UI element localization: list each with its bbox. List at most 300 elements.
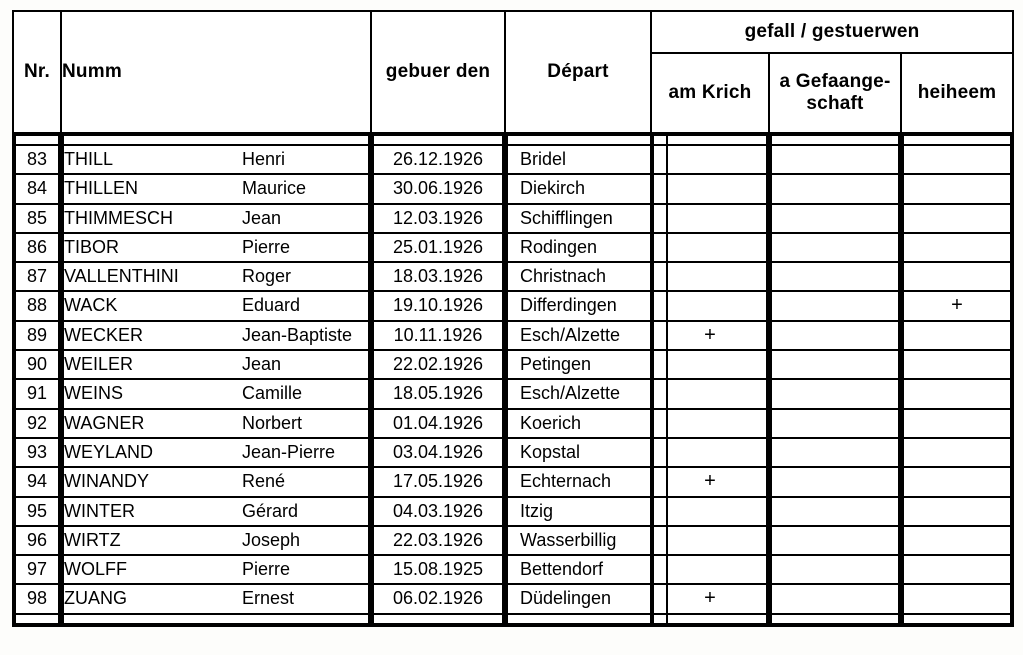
cell-numm [63, 379, 369, 408]
table-body-block-row [13, 133, 1013, 626]
cell-heiheem [903, 526, 1011, 555]
table-row [771, 438, 899, 467]
spacer-row [15, 614, 59, 624]
table-row [903, 204, 1011, 233]
cell-heiheem [903, 350, 1011, 379]
table-row [771, 379, 899, 408]
cell-numm [63, 145, 369, 174]
cell-heiheem [903, 262, 1011, 291]
cell-nr: 91 [15, 379, 59, 408]
table-row [373, 584, 503, 613]
cell-depart [507, 409, 667, 438]
column-header-am-krich [651, 53, 769, 133]
table-row [63, 584, 369, 613]
table-row [373, 438, 503, 467]
cell-gebuer: 22.02.1926 [373, 350, 503, 379]
spacer-row [373, 614, 503, 624]
cell-depart [507, 262, 667, 291]
cell-numm [63, 409, 369, 438]
column-cell-heiheem [901, 133, 1013, 626]
table-row [653, 555, 767, 584]
cell-depart-label: Wasserbillig [520, 529, 617, 550]
table-row [15, 291, 59, 320]
table-body [13, 133, 1013, 626]
cell-am-krich [653, 204, 767, 233]
cell-last-name: ZUANG [64, 588, 127, 609]
spacer-row [507, 135, 667, 145]
table-row [771, 467, 899, 496]
name-pair [64, 380, 368, 407]
cell-last-name: WEYLAND [64, 441, 154, 462]
table-row [63, 379, 369, 408]
cell-depart-label: Christnach [520, 266, 607, 287]
table-row [15, 584, 59, 613]
column-cell-depart [505, 133, 651, 626]
cell-nr: 95 [15, 497, 59, 526]
cell-nr: 83 [15, 145, 59, 174]
cell-am-krich [653, 379, 767, 408]
cell-first-name: Norbert [242, 412, 303, 433]
cell-heiheem [903, 555, 1011, 584]
name-pair [64, 205, 368, 232]
table-row [373, 291, 503, 320]
cell-depart-label: Petingen [520, 354, 592, 375]
table-row [373, 321, 503, 350]
table-row [653, 584, 767, 613]
name-pair [64, 410, 368, 437]
cell-depart-label: Esch/Alzette [520, 383, 621, 404]
cell-first-name: Ernest [242, 588, 295, 609]
cell-first-name: Maurice [242, 178, 307, 199]
cell-depart-label: Differdingen [520, 295, 617, 316]
cell-am-krich [653, 291, 767, 320]
cell-heiheem [903, 233, 1011, 262]
table-row [903, 291, 1011, 320]
cell-depart-label: Schifflingen [520, 207, 613, 228]
table-row [771, 350, 899, 379]
table-row [903, 497, 1011, 526]
cell-am-krich [653, 233, 767, 262]
cell-gebuer: 15.08.1925 [373, 555, 503, 584]
cell-depart [507, 174, 667, 203]
gefaangeschaft-column-list [770, 134, 900, 625]
cell-am-krich: + [653, 584, 767, 613]
cell-gebuer: 30.06.1926 [373, 174, 503, 203]
table-row [507, 204, 667, 233]
table-row [771, 555, 899, 584]
cell-am-krich: + [653, 467, 767, 496]
table-row [373, 467, 503, 496]
spacer-row [15, 135, 59, 145]
cell-gebuer: 03.04.1926 [373, 438, 503, 467]
table-row [653, 409, 767, 438]
table-row [653, 379, 767, 408]
cell-depart [507, 204, 667, 233]
cell-am-krich [653, 262, 767, 291]
cell-nr: 98 [15, 584, 59, 613]
cell-gebuer: 06.02.1926 [373, 584, 503, 613]
spacer-cell [63, 135, 369, 145]
spacer-row [373, 135, 503, 145]
table-row [63, 291, 369, 320]
column-cell-nr [13, 133, 61, 626]
table-row [63, 145, 369, 174]
cell-numm [63, 438, 369, 467]
table-head-group-row [13, 11, 1013, 53]
cell-nr: 87 [15, 262, 59, 291]
table-row [771, 584, 899, 613]
cell-nr: 94 [15, 467, 59, 496]
table-row [507, 584, 667, 613]
cell-numm [63, 262, 369, 291]
table-row [63, 467, 369, 496]
register-table [12, 10, 1014, 627]
table-row [903, 409, 1011, 438]
cell-last-name: WOLFF [64, 559, 127, 580]
table-row [771, 321, 899, 350]
table-row [653, 174, 767, 203]
table-row [15, 379, 59, 408]
table-row [903, 350, 1011, 379]
cell-numm [63, 350, 369, 379]
cell-heiheem [903, 174, 1011, 203]
cell-am-krich: + [653, 321, 767, 350]
table-row [653, 321, 767, 350]
cell-depart [507, 291, 667, 320]
spacer-row [903, 614, 1011, 624]
cell-numm [63, 497, 369, 526]
cell-gefaangeschaft [771, 262, 899, 291]
cell-heiheem [903, 584, 1011, 613]
cell-nr: 85 [15, 204, 59, 233]
cell-gefaangeschaft [771, 233, 899, 262]
spacer-cell [771, 135, 899, 145]
table-row [903, 526, 1011, 555]
cell-depart [507, 555, 667, 584]
table-row [653, 204, 767, 233]
table-row [903, 145, 1011, 174]
register-table-container [12, 10, 1012, 627]
column-header-group-gefall-gestuerwen [651, 11, 1013, 53]
table-row [653, 350, 767, 379]
table-row [63, 526, 369, 555]
cell-first-name: Jean [242, 354, 282, 375]
table-row [63, 409, 369, 438]
spacer-cell [771, 614, 899, 624]
table-row [507, 497, 667, 526]
name-pair [64, 292, 368, 319]
table-row [63, 174, 369, 203]
cell-depart-label: Bettendorf [520, 559, 604, 580]
cell-last-name: THILLEN [64, 178, 139, 199]
spacer-cell [373, 614, 503, 624]
table-row [15, 262, 59, 291]
depart-column-list [506, 134, 668, 625]
table-row [903, 233, 1011, 262]
cell-heiheem [903, 321, 1011, 350]
cell-first-name: Roger [242, 266, 292, 287]
table-row [507, 145, 667, 174]
table-row [653, 438, 767, 467]
table-row [903, 262, 1011, 291]
column-header-nr [13, 11, 61, 133]
cell-depart-label: Echternach [520, 471, 612, 492]
column-cell-numm [61, 133, 371, 626]
cell-last-name: WINANDY [64, 471, 149, 492]
cell-first-name: Joseph [242, 529, 301, 550]
cell-depart-label: Itzig [520, 500, 554, 521]
table-row [15, 145, 59, 174]
cell-depart-label: Diekirch [520, 178, 586, 199]
cell-nr: 97 [15, 555, 59, 584]
column-header-heiheem-label: heiheem [917, 82, 997, 104]
table-row [903, 321, 1011, 350]
table-row [507, 262, 667, 291]
cell-heiheem [903, 204, 1011, 233]
table-row [373, 555, 503, 584]
numm-column-list [62, 134, 370, 625]
name-pair [64, 468, 368, 495]
table-row [373, 204, 503, 233]
table-row [771, 409, 899, 438]
cell-am-krich [653, 555, 767, 584]
table-row [903, 555, 1011, 584]
cell-gebuer: 17.05.1926 [373, 467, 503, 496]
cell-last-name: TIBOR [64, 236, 120, 257]
cell-am-krich [653, 526, 767, 555]
cell-heiheem: + [903, 291, 1011, 320]
column-header-depart-label: Départ [547, 61, 609, 83]
cell-gefaangeschaft [771, 321, 899, 350]
cell-first-name: Jean-Baptiste [242, 324, 353, 345]
spacer-row [771, 135, 899, 145]
spacer-row [653, 614, 767, 624]
cell-gebuer: 10.11.1926 [373, 321, 503, 350]
cell-gefaangeschaft [771, 467, 899, 496]
cell-last-name: VALLENTHINI [64, 266, 179, 287]
table-row [771, 291, 899, 320]
cell-depart [507, 145, 667, 174]
column-header-gebuer-label: gebuer den [385, 61, 491, 83]
cell-first-name: Pierre [242, 236, 291, 257]
table-row [507, 526, 667, 555]
table-head [13, 11, 1013, 133]
cell-gefaangeschaft [771, 497, 899, 526]
cell-last-name: WAGNER [64, 412, 145, 433]
spacer-cell [15, 614, 59, 624]
cell-depart [507, 350, 667, 379]
name-pair [64, 585, 368, 612]
spacer-row [507, 614, 667, 624]
cell-numm [63, 526, 369, 555]
table-row [507, 438, 667, 467]
table-row [373, 262, 503, 291]
table-row [15, 204, 59, 233]
name-pair [64, 322, 368, 349]
table-row [903, 438, 1011, 467]
cell-heiheem [903, 409, 1011, 438]
cell-nr: 86 [15, 233, 59, 262]
table-row [15, 174, 59, 203]
cell-depart-label: Koerich [520, 412, 582, 433]
cell-numm [63, 291, 369, 320]
table-row [653, 262, 767, 291]
am-krich-column-list [652, 134, 768, 625]
cell-heiheem [903, 145, 1011, 174]
cell-gebuer: 18.03.1926 [373, 262, 503, 291]
cell-last-name: WIRTZ [64, 529, 121, 550]
name-pair [64, 263, 368, 290]
spacer-cell [653, 614, 767, 624]
table-row [63, 555, 369, 584]
table-row [15, 350, 59, 379]
cell-numm [63, 321, 369, 350]
cell-first-name: Jean [242, 207, 282, 228]
column-header-gefaangeschaft [769, 53, 901, 133]
spacer-row [903, 135, 1011, 145]
cell-numm [63, 555, 369, 584]
column-header-heiheem [901, 53, 1013, 133]
cell-first-name: René [242, 471, 286, 492]
table-row [63, 438, 369, 467]
cell-heiheem [903, 438, 1011, 467]
table-row [63, 262, 369, 291]
cell-gefaangeschaft [771, 204, 899, 233]
cell-gefaangeschaft [771, 350, 899, 379]
cell-first-name: Camille [242, 383, 303, 404]
table-row [507, 467, 667, 496]
table-row [15, 438, 59, 467]
table-row [507, 350, 667, 379]
cell-depart [507, 497, 667, 526]
column-header-numm [61, 11, 371, 133]
column-cell-am-krich [651, 133, 769, 626]
spacer-cell [507, 614, 667, 624]
name-pair [64, 439, 368, 466]
table-row [373, 526, 503, 555]
table-row [15, 409, 59, 438]
column-header-gefaangeschaft-line1: a Gefaange- [779, 71, 891, 93]
table-row [507, 291, 667, 320]
table-row [63, 497, 369, 526]
table-row [15, 497, 59, 526]
table-row [653, 233, 767, 262]
cell-am-krich [653, 145, 767, 174]
table-row [903, 467, 1011, 496]
table-row [63, 321, 369, 350]
table-row [507, 233, 667, 262]
table-row [771, 174, 899, 203]
column-header-depart [505, 11, 651, 133]
column-cell-gefaangeschaft [769, 133, 901, 626]
cell-nr: 90 [15, 350, 59, 379]
table-row [373, 350, 503, 379]
cell-depart [507, 584, 667, 613]
cell-depart [507, 526, 667, 555]
name-pair [64, 498, 368, 525]
table-row [903, 174, 1011, 203]
cell-depart-label: Düdelingen [520, 588, 612, 609]
cell-gebuer: 26.12.1926 [373, 145, 503, 174]
cell-numm [63, 233, 369, 262]
cell-heiheem [903, 379, 1011, 408]
cell-first-name: Gérard [242, 500, 299, 521]
cell-gebuer: 22.03.1926 [373, 526, 503, 555]
table-row [507, 409, 667, 438]
table-row [507, 379, 667, 408]
cell-gefaangeschaft [771, 584, 899, 613]
cell-am-krich [653, 438, 767, 467]
gebuer-column-list [372, 134, 504, 625]
cell-last-name: WECKER [64, 324, 144, 345]
table-row [507, 321, 667, 350]
spacer-cell [507, 135, 667, 145]
cell-gefaangeschaft [771, 145, 899, 174]
cell-nr: 92 [15, 409, 59, 438]
table-row [15, 467, 59, 496]
cell-gefaangeschaft [771, 526, 899, 555]
cell-heiheem [903, 467, 1011, 496]
name-pair [64, 556, 368, 583]
spacer-row [771, 614, 899, 624]
cell-last-name: WEINS [64, 383, 124, 404]
cell-am-krich [653, 350, 767, 379]
table-row [653, 467, 767, 496]
table-row [771, 233, 899, 262]
spacer-cell [63, 614, 369, 624]
table-row [373, 409, 503, 438]
cell-nr: 88 [15, 291, 59, 320]
spacer-row [63, 614, 369, 624]
cell-first-name: Pierre [242, 559, 291, 580]
spacer-cell [903, 614, 1011, 624]
cell-depart [507, 438, 667, 467]
cell-gebuer: 12.03.1926 [373, 204, 503, 233]
table-row [771, 526, 899, 555]
cell-depart [507, 379, 667, 408]
table-row [771, 497, 899, 526]
cell-nr: 89 [15, 321, 59, 350]
name-pair [64, 527, 368, 554]
spacer-row [63, 135, 369, 145]
spacer-cell [373, 135, 503, 145]
table-row [653, 497, 767, 526]
table-row [653, 145, 767, 174]
table-row [373, 145, 503, 174]
table-row [653, 526, 767, 555]
cell-depart [507, 321, 667, 350]
table-row [903, 584, 1011, 613]
nr-column-list [14, 134, 60, 625]
table-row [373, 497, 503, 526]
cell-gebuer: 04.03.1926 [373, 497, 503, 526]
cell-nr: 93 [15, 438, 59, 467]
table-row [771, 204, 899, 233]
table-row [373, 174, 503, 203]
cell-depart [507, 467, 667, 496]
table-row [15, 321, 59, 350]
cell-gebuer: 01.04.1926 [373, 409, 503, 438]
table-row [373, 233, 503, 262]
cell-nr: 96 [15, 526, 59, 555]
cell-heiheem [903, 497, 1011, 526]
cell-last-name: THILL [64, 149, 114, 169]
cell-gebuer: 25.01.1926 [373, 233, 503, 262]
cell-last-name: WINTER [64, 500, 135, 521]
table-row [771, 145, 899, 174]
table-row [15, 526, 59, 555]
cell-last-name: WACK [64, 295, 118, 316]
